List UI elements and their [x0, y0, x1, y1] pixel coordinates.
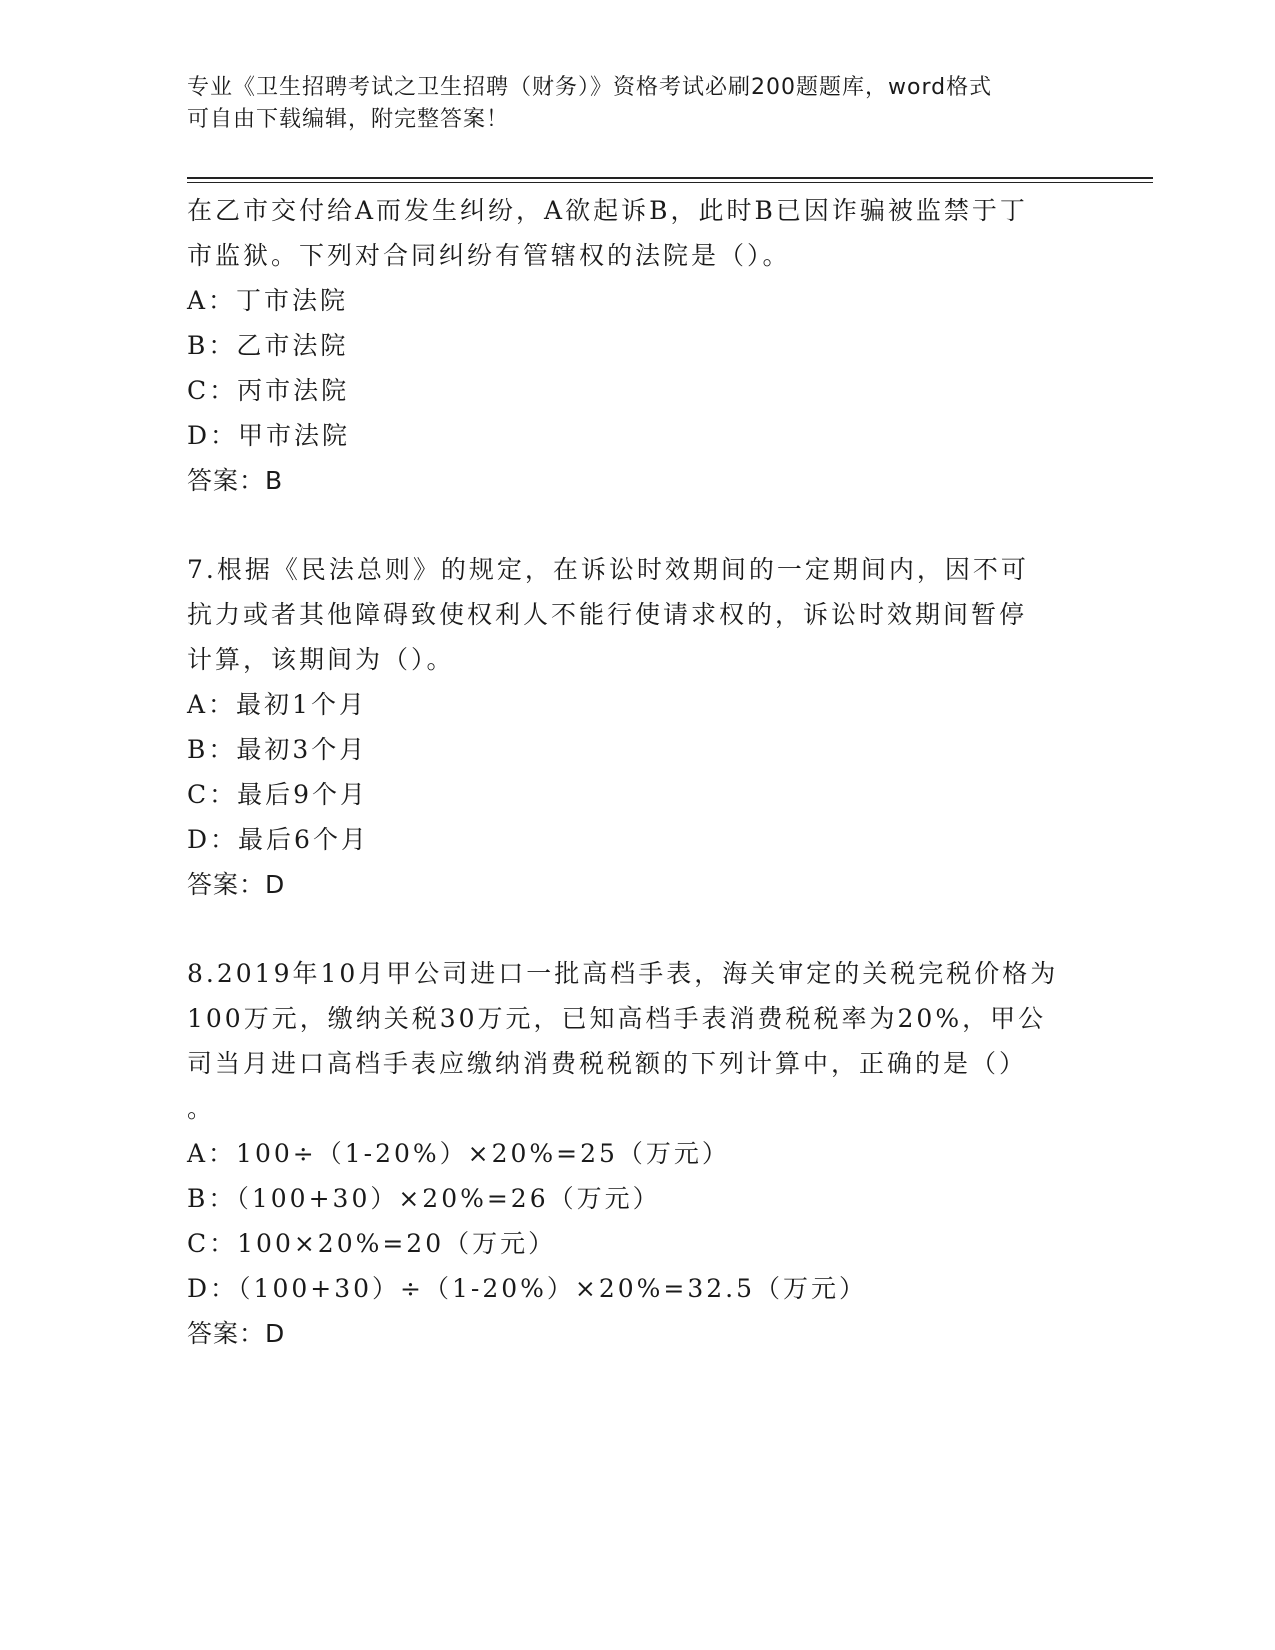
option-d: D：（100+30）÷（1-20%）×20%=32.5（万元） [187, 1274, 868, 1303]
option-a: A：最初1个月 [187, 690, 367, 719]
option-c: C：最后9个月 [187, 780, 369, 809]
document-body [187, 188, 1087, 1400]
option-d: D：最后6个月 [187, 825, 369, 854]
question-block-8 [187, 951, 1087, 1356]
question-block-6 [187, 188, 1087, 503]
question-stem-line: 司当月进口高档手表应缴纳消费税税额的下列计算中，正确的是（） [187, 1049, 1028, 1078]
question-stem-line: 100万元，缴纳关税30万元，已知高档手表消费税税率为20%，甲公 [187, 1004, 1047, 1033]
option-b: B：乙市法院 [187, 331, 349, 360]
option-c: C：丙市法院 [187, 376, 350, 405]
header-divider-thick [187, 177, 1153, 179]
option-a: A：丁市法院 [187, 286, 349, 315]
option-c: C：100×20%=20（万元） [187, 1229, 557, 1258]
question-stem-line: 在乙市交付给A而发生纠纷，A欲起诉B，此时B已因诈骗被监禁于丁 [187, 196, 1028, 225]
question-stem-line: 抗力或者其他障碍致使权利人不能行使请求权的，诉讼时效期间暂停 [187, 600, 1028, 629]
answer-text: 答案：B [187, 466, 284, 495]
question-block-7 [187, 547, 1087, 907]
question-stem-line: 计算，该期间为（）。 [187, 645, 455, 674]
header-line-1: 专业《卫生招聘考试之卫生招聘（财务）》资格考试必刷200题题库，word格式 [187, 75, 993, 100]
question-stem-line: 7.根据《民法总则》的规定，在诉讼时效期间的一定期间内，因不可 [187, 555, 1029, 584]
question-stem-line: 市监狱。下列对合同纠纷有管辖权的法院是（）。 [187, 241, 791, 270]
question-stem-line: 。 [187, 1094, 216, 1123]
option-b: B：最初3个月 [187, 735, 368, 764]
answer-text: 答案：D [187, 870, 286, 899]
question-stem-line: 8.2019年10月甲公司进口一批高档手表，海关审定的关税完税价格为 [187, 959, 1059, 988]
header-divider-thin [187, 182, 1153, 183]
option-b: B：（100+30）×20%=26（万元） [187, 1184, 661, 1213]
document-header [187, 72, 1087, 136]
option-a: A：100÷（1-20%）×20%=25（万元） [187, 1139, 730, 1168]
option-d: D：甲市法院 [187, 421, 351, 450]
header-line-2: 可自由下载编辑，附完整答案！ [187, 107, 510, 132]
answer-text: 答案：D [187, 1319, 286, 1348]
